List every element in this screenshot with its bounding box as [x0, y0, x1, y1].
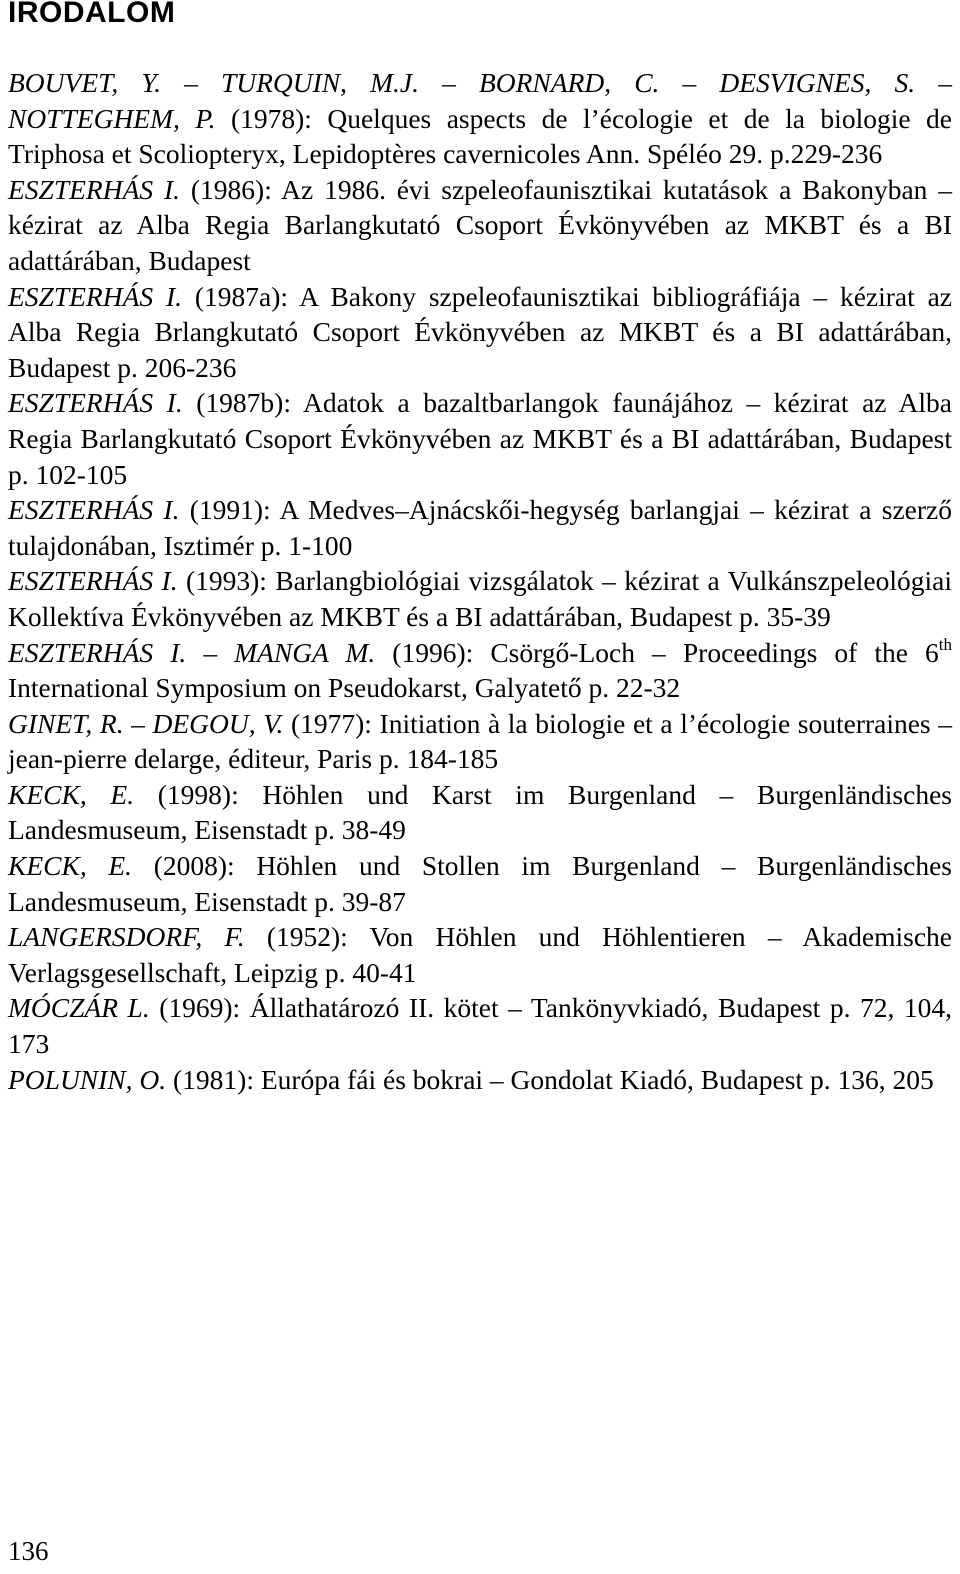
page-heading: IRODALOM [8, 0, 176, 29]
reference-authors: KECK, E. [8, 850, 133, 882]
reference-item [8, 385, 952, 492]
reference-item [8, 990, 952, 1061]
reference-item [8, 1062, 952, 1098]
reference-details: (2008): Höhlen und Stollen im Burgenland – Burgenländisches Landesmuseum, Eisenstadt p. 39-87 [8, 850, 953, 917]
page-number: 136 [8, 1536, 49, 1566]
reference-authors: POLUNIN, O. [8, 1063, 167, 1095]
reference-authors: ESZTERHÁS I. [8, 494, 180, 526]
reference-details: (1969): Állathatározó II. kötet – Tankönyvkiadó, Budapest p. 72, 104, 173 [8, 992, 952, 1060]
reference-details: (1987a): A Bakony szpeleofaunisztikai bibliográfiája – kézirat az Alba Regia Brlangkutató Csoport Évkönyvében az MKBT és a BI adattárában, Budapest p. 206-236 [8, 280, 952, 383]
reference-details: (1952): Von Höhlen und Höhlentieren – Akademische Verlagsgesellschaft, Leipzig p. 40-41 [8, 921, 952, 988]
reference-item [8, 777, 952, 848]
reference-item [8, 279, 952, 386]
reference-authors: ESZTERHÁS I. [8, 387, 183, 419]
reference-item [8, 65, 952, 172]
reference-item [8, 172, 952, 279]
reference-item [8, 492, 952, 563]
reference-authors: MÓCZÁR L. [8, 992, 150, 1024]
reference-item [8, 848, 952, 919]
reference-authors: GINET, R. – DEGOU, V. [8, 707, 284, 739]
reference-details: (1993): Barlangbiológiai vizsgálatok – kézirat a Vulkánszpeleológiai Kollektíva Évkönyvében az MKBT és a BI adattárában, Budapest p. 35-39 [8, 565, 952, 632]
reference-authors: ESZTERHÁS I. [8, 173, 181, 205]
reference-list [8, 65, 952, 1097]
reference-details: (1981): Európa fái és bokrai – Gondolat Kiadó, Budapest p. 136, 205 [166, 1063, 934, 1095]
reference-details: (1986): Az 1986. évi szpeleofaunisztikai kutatások a Bakonyban – kézirat az Alba Regia Barlangkutató Csoport Évkönyvében az MKBT és a BI adattárában, Budapest [8, 173, 952, 276]
reference-details: (1977): Initiation à la biologie et a l’écologie souterraines – jean-pierre delarge, éditeur, Paris p. 184-185 [8, 707, 952, 775]
reference-item [8, 563, 952, 634]
reference-authors: BOUVET, Y. – TURQUIN, M.J. – BORNARD, C. – DESVIGNES, S. – NOTTEGHEM, P. [8, 67, 952, 134]
reference-item [8, 706, 952, 777]
reference-item [8, 919, 952, 990]
reference-details: (1996): Csörgő-Loch – Proceedings of the 6 [375, 636, 939, 668]
reference-authors: ESZTERHÁS I. – MANGA M. [8, 636, 376, 668]
reference-authors: KECK, E. [8, 778, 135, 810]
reference-authors: LANGERSDORF, F. [8, 921, 245, 953]
reference-details: (1978): Quelques aspects de l’écologie et de la biologie de Triphosa et Scoliopteryx, Lepidoptères cavernicoles Ann. Spéléo 29. p.229-236 [8, 102, 952, 170]
reference-item [8, 635, 952, 706]
reference-details: (1998): Höhlen und Karst im Burgenland – Burgenländisches Landesmuseum, Eisenstadt p. 38-49 [8, 778, 952, 846]
reference-details-continued: International Symposium on Pseudokarst, Galyatető p. 22-32 [8, 672, 681, 704]
reference-authors: ESZTERHÁS I. [8, 280, 182, 312]
ordinal-superscript: th [938, 634, 952, 654]
reference-details: (1991): A Medves–Ajnácskői-hegység barlangjai – kézirat a szerző tulajdonában, Isztimér p. 1-100 [8, 494, 952, 561]
reference-details: (1987b): Adatok a bazaltbarlangok faunájához – kézirat az Alba Regia Barlangkutató Csoport Évkönyvében az MKBT és a BI adattárában, Budapest p. 102-105 [8, 387, 952, 490]
reference-authors: ESZTERHÁS I. [8, 565, 178, 597]
